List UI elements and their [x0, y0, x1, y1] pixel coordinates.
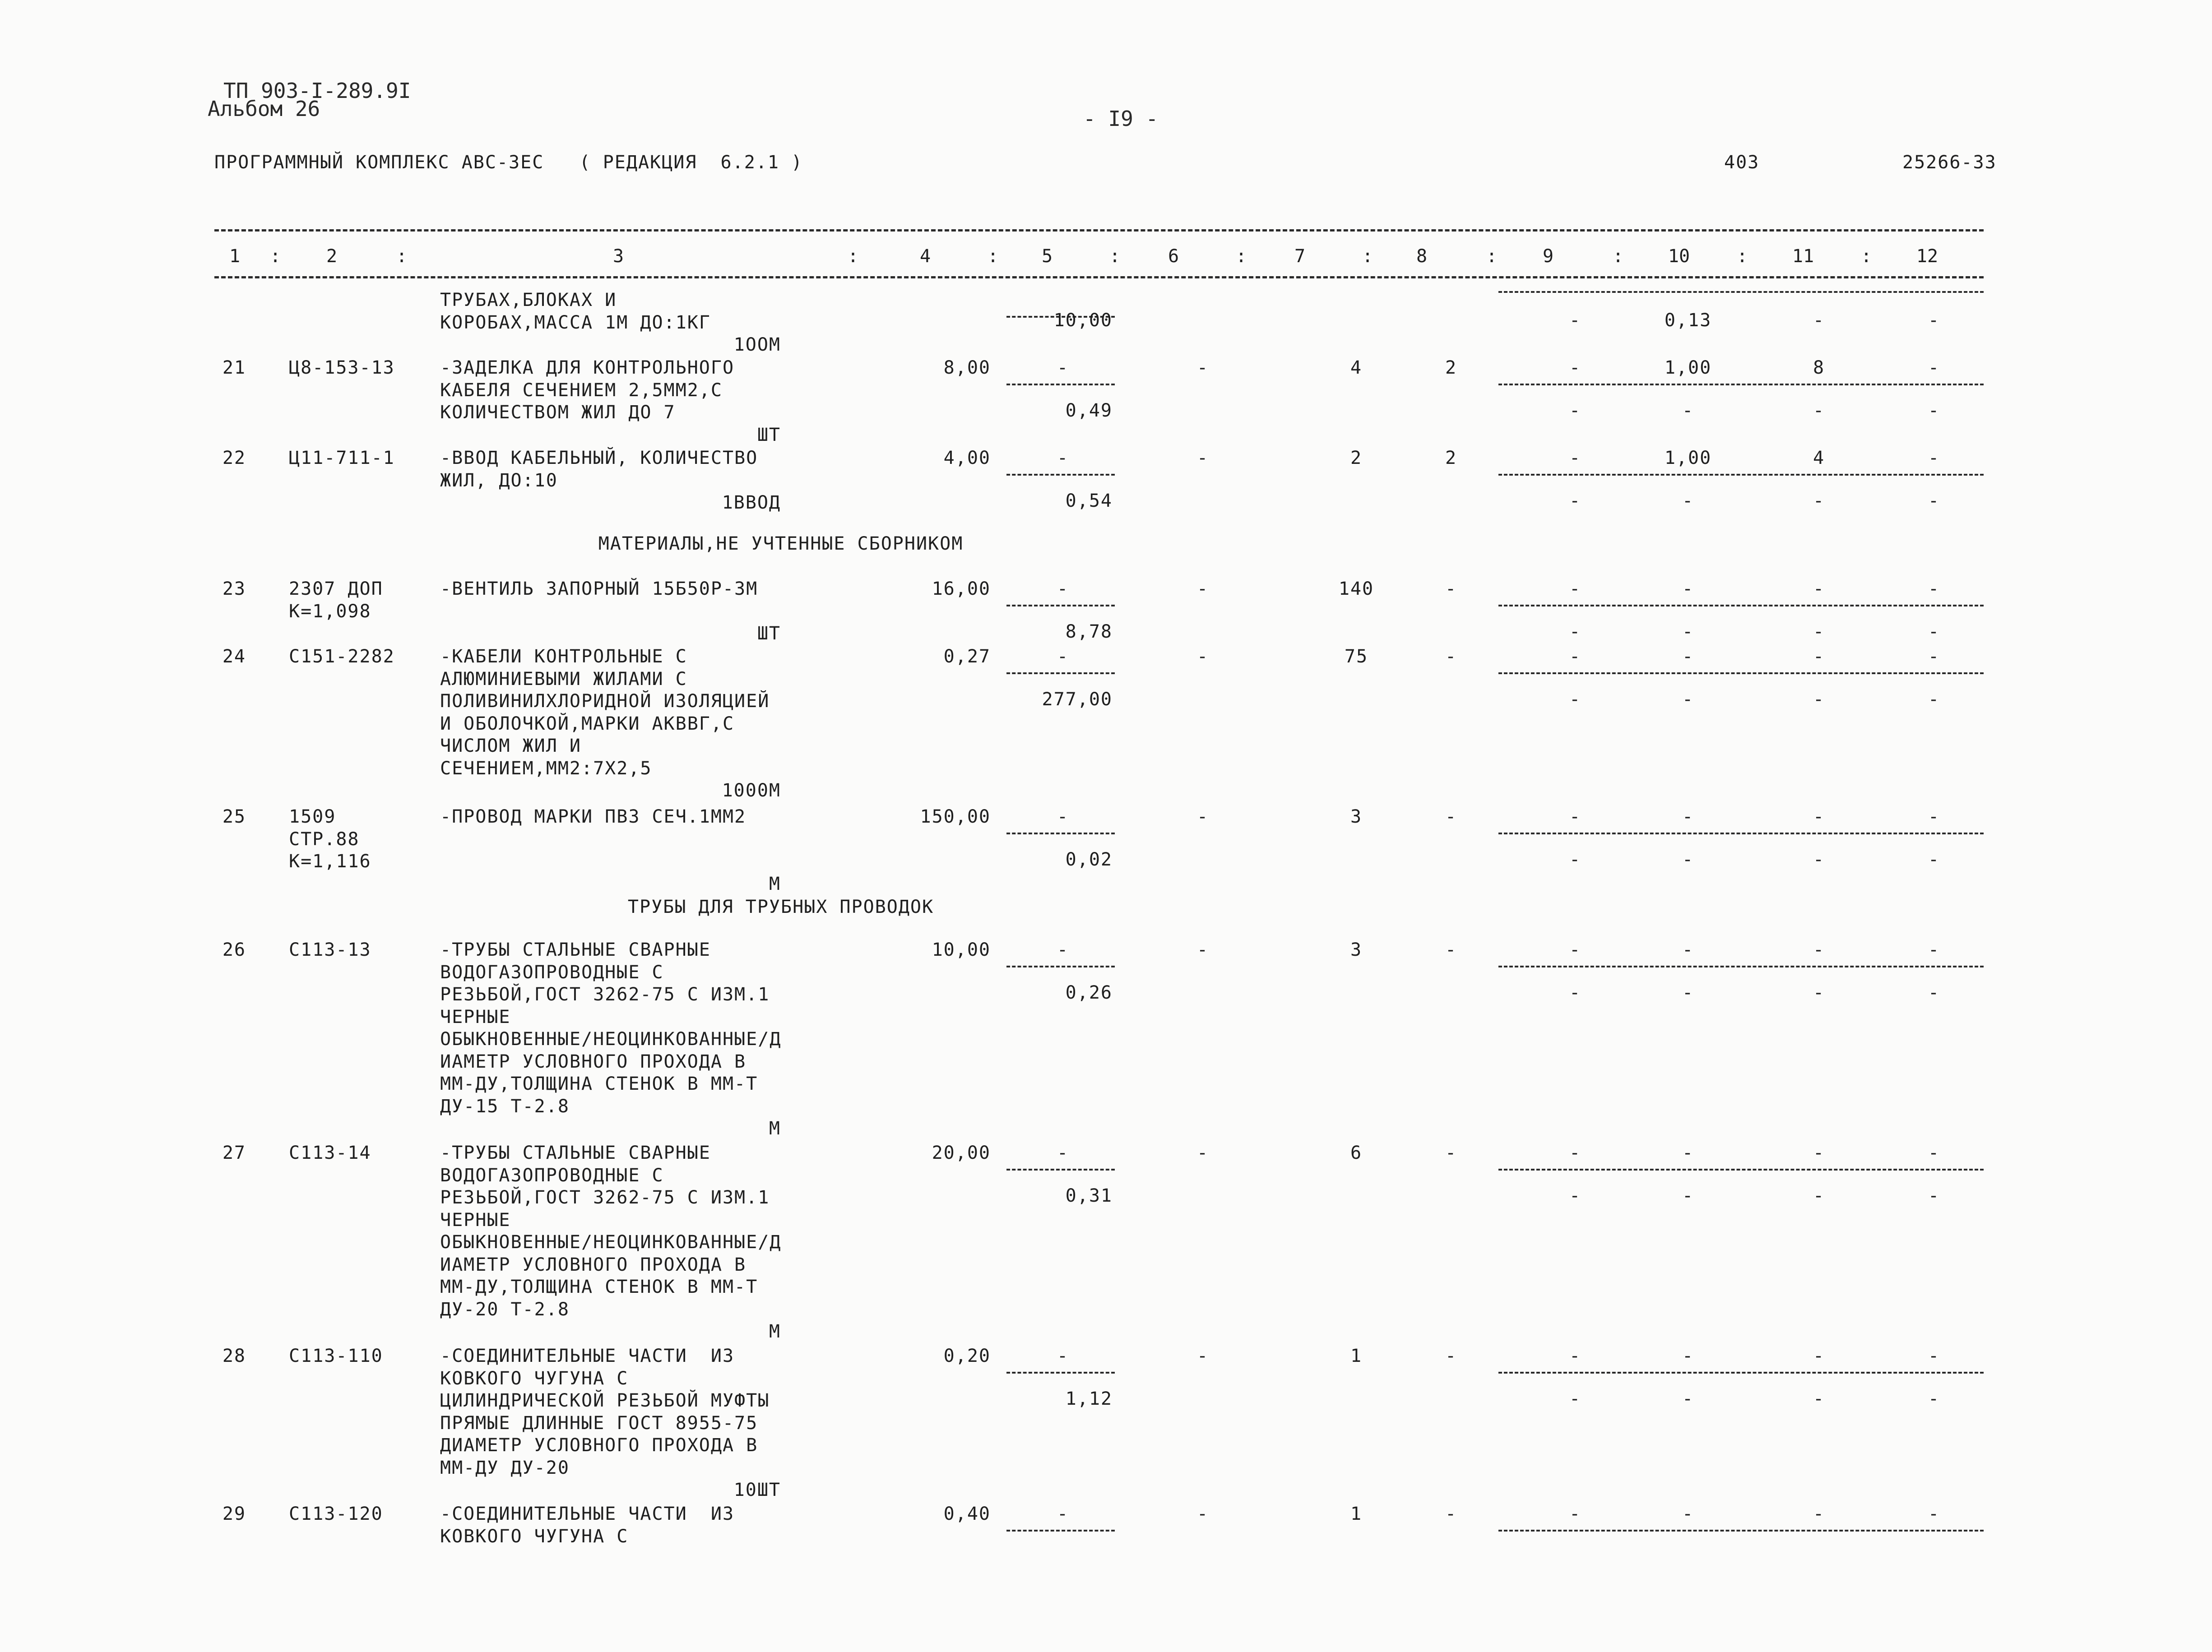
cols-9-12-divider: [1498, 384, 1984, 385]
quantity-value: 0,40: [943, 1504, 991, 1524]
quantity-value: 4,00: [943, 448, 991, 468]
col9-sub-value: -: [1569, 400, 1581, 421]
cols-9-12-divider: [1498, 1530, 1984, 1532]
col9-sub-value: -: [1569, 1185, 1581, 1206]
column-header-4: 4: [919, 246, 931, 267]
col5-value: 0,49: [1065, 400, 1113, 421]
work-description: ЧЕРНЫЕ: [440, 1209, 511, 1231]
work-description: ВОДОГАЗОПРОВОДНЫЕ С: [440, 1165, 664, 1186]
col11-sub-value: -: [1813, 982, 1825, 1003]
quantity-value: 0,20: [943, 1346, 991, 1366]
col10-value: 1,00: [1664, 448, 1712, 468]
column-separator: :: [396, 246, 408, 267]
col5-top: -: [1057, 357, 1069, 378]
work-description: И ОБОЛОЧКОЙ,МАРКИ АКВВГ,С: [440, 713, 735, 734]
rate-code: С113-110: [289, 1346, 383, 1366]
col12-value: -: [1928, 1346, 1940, 1366]
work-description: ЧИСЛОМ ЖИЛ И: [440, 736, 581, 756]
rate-code: 2307 ДОП: [289, 578, 383, 599]
col11-value: -: [1813, 578, 1825, 599]
rate-code: Ц8-153-13: [289, 357, 395, 378]
col12-value: -: [1928, 310, 1940, 331]
work-description: -ВЕНТИЛЬ ЗАПОРНЫЙ 15Б50Р-3М: [440, 578, 758, 599]
col9-value: -: [1569, 1346, 1581, 1366]
col9-value: -: [1569, 1143, 1581, 1163]
cols-9-12-divider: [1498, 833, 1984, 834]
quantity-value: 20,00: [932, 1143, 991, 1163]
col7-value: 3: [1350, 939, 1363, 960]
col9-value: -: [1569, 578, 1581, 599]
col12-sub-value: -: [1928, 491, 1940, 511]
col9-value: -: [1569, 806, 1581, 827]
col5-divider: [1006, 1169, 1115, 1171]
column-separator: :: [1486, 246, 1498, 267]
col12-sub-value: -: [1928, 849, 1940, 870]
col8-value: -: [1445, 1346, 1457, 1366]
col7-value: 1: [1350, 1504, 1363, 1524]
column-header-3: 3: [612, 246, 624, 267]
rate-code: К=1,116: [289, 851, 371, 872]
row-number: 27: [222, 1143, 246, 1163]
work-description: ЖИЛ, ДО:10: [440, 470, 558, 491]
col12-sub-value: -: [1928, 1185, 1940, 1206]
cols-9-12-divider: [1498, 1372, 1984, 1374]
document-code: ТП 903-I-289.9I: [223, 79, 411, 103]
col10-sub-value: -: [1682, 1388, 1694, 1409]
col8-value: -: [1445, 1504, 1457, 1524]
column-header-7: 7: [1294, 246, 1306, 267]
col8-value: 2: [1445, 357, 1457, 378]
col7-value: 140: [1338, 578, 1374, 599]
col6-value: -: [1196, 806, 1209, 827]
row-number: 21: [222, 357, 246, 378]
col8-value: -: [1445, 578, 1457, 599]
unit-of-measure: М: [769, 873, 781, 894]
unit-of-measure: М: [769, 1321, 781, 1342]
col12-value: -: [1928, 1143, 1940, 1163]
work-description: ДУ-20 Т-2.8: [440, 1299, 570, 1320]
col10-value: 0,13: [1664, 310, 1712, 331]
column-separator: :: [1736, 246, 1748, 267]
work-description: ДИАМЕТР УСЛОВНОГО ПРОХОДА В: [440, 1435, 758, 1456]
col11-sub-value: -: [1813, 1388, 1825, 1409]
col7-value: 6: [1350, 1143, 1363, 1163]
cols-9-12-divider: [1498, 474, 1984, 476]
col5-value: 0,31: [1065, 1185, 1113, 1206]
col12-sub-value: -: [1928, 982, 1940, 1003]
unit-of-measure: М: [769, 1118, 781, 1139]
col5-divider: [1006, 1530, 1115, 1532]
col6-value: -: [1196, 1346, 1209, 1366]
work-description: КОРОБАХ,МАССА 1М ДО:1КГ: [440, 312, 711, 333]
col5-value: 8,78: [1065, 621, 1113, 642]
col9-sub-value: -: [1569, 1388, 1581, 1409]
col10-value: -: [1682, 1143, 1694, 1163]
column-separator: :: [1235, 246, 1247, 267]
work-description: -ТРУБЫ СТАЛЬНЫЕ СВАРНЫЕ: [440, 939, 711, 960]
col9-value: -: [1569, 357, 1581, 378]
col7-value: 2: [1350, 448, 1363, 468]
work-description: ММ-ДУ ДУ-20: [440, 1457, 570, 1478]
col12-value: -: [1928, 448, 1940, 468]
album-label: Альбом 26: [208, 97, 320, 121]
column-header-8: 8: [1416, 246, 1428, 267]
col11-sub-value: -: [1813, 1185, 1825, 1206]
col8-value: -: [1445, 646, 1457, 667]
code-right-1: 403: [1724, 152, 1760, 173]
column-header-9: 9: [1542, 246, 1554, 267]
column-separator: :: [847, 246, 859, 267]
col10-sub-value: -: [1682, 621, 1694, 642]
col5-value: 0,54: [1065, 491, 1113, 511]
work-description: ОБЫКНОВЕННЫЕ/НЕОЦИНКОВАННЫЕ/Д: [440, 1029, 782, 1050]
col11-value: -: [1813, 1346, 1825, 1366]
work-description: КОВКОГО ЧУГУНА С: [440, 1526, 629, 1547]
unit-of-measure: 1000М: [722, 780, 781, 801]
col12-sub-value: -: [1928, 1388, 1940, 1409]
col5-divider: [1006, 605, 1115, 606]
work-description: ПРЯМЫЕ ДЛИННЫЕ ГОСТ 8955-75: [440, 1412, 758, 1434]
col12-sub-value: -: [1928, 400, 1940, 421]
col9-sub-value: -: [1569, 621, 1581, 642]
work-description: ОБЫКНОВЕННЫЕ/НЕОЦИНКОВАННЫЕ/Д: [440, 1232, 782, 1253]
quantity-value: 0,27: [943, 646, 991, 667]
work-description: РЕЗЬБОЙ,ГОСТ 3262-75 С ИЗМ.1: [440, 1187, 770, 1208]
col5-divider: [1006, 384, 1115, 385]
quantity-value: 150,00: [920, 806, 991, 827]
work-description: ВОДОГАЗОПРОВОДНЫЕ С: [440, 962, 664, 983]
column-separator: :: [987, 246, 999, 267]
col10-value: -: [1682, 578, 1694, 599]
column-header-2: 2: [326, 246, 338, 267]
col8-value: 2: [1445, 448, 1457, 468]
col5-value: 10,00: [1053, 310, 1113, 331]
cols-9-12-divider: [1498, 966, 1984, 967]
rate-code: С113-14: [289, 1143, 371, 1163]
col11-value: -: [1813, 310, 1825, 331]
work-description: ЦИЛИНДРИЧЕСКОЙ РЕЗЬБОЙ МУФТЫ: [440, 1390, 770, 1411]
col5-divider: [1006, 966, 1115, 967]
row-number: 29: [222, 1504, 246, 1524]
col12-value: -: [1928, 806, 1940, 827]
col11-sub-value: -: [1813, 689, 1825, 710]
col7-value: 75: [1344, 646, 1368, 667]
col5-divider: [1006, 833, 1115, 834]
col11-value: -: [1813, 1143, 1825, 1163]
work-description: -КАБЕЛИ КОНТРОЛЬНЫЕ С: [440, 646, 687, 667]
section-title: МАТЕРИАЛЫ,НЕ УЧТЕННЫЕ СБОРНИКОМ: [598, 533, 964, 554]
column-separator: :: [1612, 246, 1624, 267]
row-number: 24: [222, 646, 246, 667]
col6-value: -: [1196, 578, 1209, 599]
col9-sub-value: -: [1569, 982, 1581, 1003]
col11-value: -: [1813, 1504, 1825, 1524]
rate-code: С151-2282: [289, 646, 395, 667]
quantity-value: 8,00: [943, 357, 991, 378]
col5-value: 277,00: [1042, 689, 1113, 710]
col5-divider: [1006, 474, 1115, 476]
work-description: СЕЧЕНИЕМ,ММ2:7Х2,5: [440, 758, 652, 779]
column-header-6: 6: [1168, 246, 1179, 267]
column-separator: :: [1109, 246, 1121, 267]
unit-of-measure: 1ООМ: [733, 334, 781, 355]
col8-value: -: [1445, 806, 1457, 827]
cols-9-12-divider: [1498, 605, 1984, 606]
col12-value: -: [1928, 1504, 1940, 1524]
work-description: -ВВОД КАБЕЛЬНЫЙ, КОЛИЧЕСТВО: [440, 448, 758, 468]
work-description: ММ-ДУ,ТОЛЩИНА СТЕНОК В ММ-Т: [440, 1277, 758, 1297]
row-number: 28: [222, 1346, 246, 1366]
col6-value: -: [1196, 357, 1209, 378]
col5-divider: [1006, 1372, 1115, 1374]
work-description: ЧЕРНЫЕ: [440, 1006, 511, 1027]
unit-of-measure: 10ШТ: [733, 1480, 781, 1500]
quantity-value: 16,00: [932, 578, 991, 599]
col5-top: -: [1057, 806, 1069, 827]
col12-value: -: [1928, 578, 1940, 599]
col11-value: -: [1813, 646, 1825, 667]
col12-value: -: [1928, 939, 1940, 960]
col5-top: -: [1057, 939, 1069, 960]
work-description: КОЛИЧЕСТВОМ ЖИЛ ДО 7: [440, 402, 676, 423]
code-right-2: 25266-33: [1902, 152, 1997, 173]
col10-sub-value: -: [1682, 982, 1694, 1003]
unit-of-measure: ШТ: [757, 623, 781, 644]
col6-value: -: [1196, 1143, 1209, 1163]
col7-value: 4: [1350, 357, 1363, 378]
column-separator: :: [1362, 246, 1373, 267]
row-number: 26: [222, 939, 246, 960]
col9-sub-value: -: [1569, 849, 1581, 870]
cols-9-12-divider: [1498, 1169, 1984, 1171]
col12-value: -: [1928, 646, 1940, 667]
column-separator: :: [1860, 246, 1872, 267]
rate-code: СТР.88: [289, 828, 360, 850]
rate-code: С113-120: [289, 1504, 383, 1524]
work-description: КОВКОГО ЧУГУНА С: [440, 1368, 629, 1389]
work-description: АЛЮМИНИЕВЫМИ ЖИЛАМИ С: [440, 668, 687, 689]
col11-sub-value: -: [1813, 491, 1825, 511]
col10-sub-value: -: [1682, 689, 1694, 710]
row-number: 23: [222, 578, 246, 599]
work-description: -СОЕДИНИТЕЛЬНЫЕ ЧАСТИ ИЗ: [440, 1504, 735, 1524]
work-description: КАБЕЛЯ СЕЧЕНИЕМ 2,5ММ2,С: [440, 379, 723, 401]
header-bottom-rule: [214, 276, 1984, 278]
col10-sub-value: -: [1682, 849, 1694, 870]
col10-sub-value: -: [1682, 400, 1694, 421]
unit-of-measure: 1ВВОД: [722, 492, 781, 513]
col9-value: -: [1569, 939, 1581, 960]
col11-sub-value: -: [1813, 400, 1825, 421]
col7-value: 3: [1350, 806, 1363, 827]
work-description: ТРУБАХ,БЛОКАХ И: [440, 290, 617, 310]
work-description: ММ-ДУ,ТОЛЩИНА СТЕНОК В ММ-Т: [440, 1074, 758, 1094]
col9-value: -: [1569, 310, 1581, 331]
col5-value: 1,12: [1065, 1388, 1113, 1409]
col10-value: -: [1682, 1346, 1694, 1366]
column-header-5: 5: [1041, 246, 1053, 267]
page-number: - I9 -: [1083, 106, 1159, 131]
rate-code: К=1,098: [289, 601, 371, 622]
col5-value: 0,02: [1065, 849, 1113, 870]
col10-value: -: [1682, 939, 1694, 960]
quantity-value: 10,00: [932, 939, 991, 960]
col5-top: -: [1057, 1504, 1069, 1524]
column-header-12: 12: [1916, 246, 1938, 267]
col10-value: 1,00: [1664, 357, 1712, 378]
cols-9-12-divider: [1498, 672, 1984, 674]
work-description: ДУ-15 Т-2.8: [440, 1096, 570, 1117]
col9-value: -: [1569, 646, 1581, 667]
unit-of-measure: ШТ: [757, 424, 781, 445]
col11-value: 4: [1813, 448, 1825, 468]
col12-value: -: [1928, 357, 1940, 378]
col9-sub-value: -: [1569, 491, 1581, 511]
col5-value: 0,26: [1065, 982, 1113, 1003]
work-description: ПОЛИВИНИЛХЛОРИДНОЙ ИЗОЛЯЦИЕЙ: [440, 691, 770, 712]
col12-sub-value: -: [1928, 689, 1940, 710]
row-number: 22: [222, 448, 246, 468]
program-header: ПРОГРАММНЫЙ КОМПЛЕКС АВС-ЗЕС ( РЕДАКЦИЯ 6.2.1 ): [214, 152, 803, 173]
work-description: -ТРУБЫ СТАЛЬНЫЕ СВАРНЫЕ: [440, 1143, 711, 1163]
col6-value: -: [1196, 1504, 1209, 1524]
col10-sub-value: -: [1682, 1185, 1694, 1206]
col10-value: -: [1682, 806, 1694, 827]
column-header-11: 11: [1792, 246, 1814, 267]
work-description: -ПРОВОД МАРКИ ПВЗ СЕЧ.1ММ2: [440, 806, 747, 827]
col5-top: -: [1057, 1346, 1069, 1366]
col8-value: -: [1445, 939, 1457, 960]
col11-value: 8: [1813, 357, 1825, 378]
work-description: РЕЗЬБОЙ,ГОСТ 3262-75 С ИЗМ.1: [440, 984, 770, 1005]
column-header-10: 10: [1668, 246, 1690, 267]
work-description: -СОЕДИНИТЕЛЬНЫЕ ЧАСТИ ИЗ: [440, 1346, 735, 1366]
work-description: -ЗАДЕЛКА ДЛЯ КОНТРОЛЬНОГО: [440, 357, 735, 378]
cols-9-12-divider: [1498, 291, 1984, 293]
work-description: ИАМЕТР УСЛОВНОГО ПРОХОДА В: [440, 1051, 747, 1072]
rate-code: С113-13: [289, 939, 371, 960]
header-top-rule: [214, 229, 1984, 231]
col11-sub-value: -: [1813, 621, 1825, 642]
col8-value: -: [1445, 1143, 1457, 1163]
rate-code: 1509: [289, 806, 336, 827]
col9-sub-value: -: [1569, 689, 1581, 710]
col5-divider: [1006, 672, 1115, 674]
rate-code: Ц11-711-1: [289, 448, 395, 468]
col7-value: 1: [1350, 1346, 1363, 1366]
work-description: ИАМЕТР УСЛОВНОГО ПРОХОДА В: [440, 1254, 747, 1275]
col10-value: -: [1682, 1504, 1694, 1524]
column-header-1: 1: [229, 246, 241, 267]
col6-value: -: [1196, 646, 1209, 667]
col5-top: -: [1057, 448, 1069, 468]
section-title: ТРУБЫ ДЛЯ ТРУБНЫХ ПРОВОДОК: [627, 897, 934, 917]
col5-top: -: [1057, 578, 1069, 599]
col6-value: -: [1196, 448, 1209, 468]
col11-sub-value: -: [1813, 849, 1825, 870]
col6-value: -: [1196, 939, 1209, 960]
col5-top: -: [1057, 1143, 1069, 1163]
col11-value: -: [1813, 806, 1825, 827]
col5-top: -: [1057, 646, 1069, 667]
col9-value: -: [1569, 1504, 1581, 1524]
column-separator: :: [269, 246, 281, 267]
col12-sub-value: -: [1928, 621, 1940, 642]
col10-sub-value: -: [1682, 491, 1694, 511]
col9-value: -: [1569, 448, 1581, 468]
col11-value: -: [1813, 939, 1825, 960]
row-number: 25: [222, 806, 246, 827]
col10-value: -: [1682, 646, 1694, 667]
